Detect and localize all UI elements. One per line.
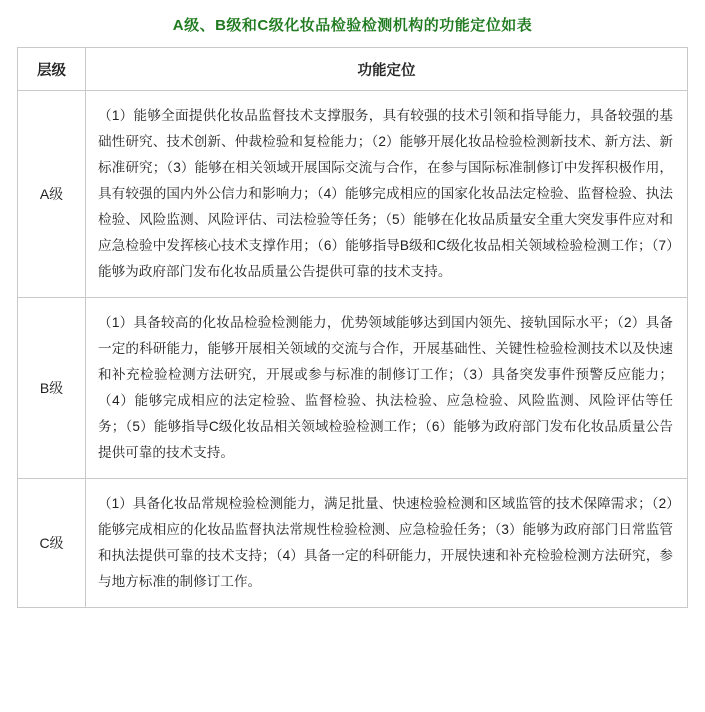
- page-title: A级、B级和C级化妆品检验检测机构的功能定位如表: [172, 17, 533, 34]
- row-level-a: A级: [18, 91, 86, 298]
- table-row: [18, 479, 688, 608]
- function-positioning-table: [17, 47, 688, 608]
- row-function-c: [86, 479, 688, 608]
- table-row: [18, 91, 688, 298]
- table-row: [18, 298, 688, 479]
- row-level-b: B级: [18, 298, 86, 479]
- row-function-a: [86, 91, 688, 298]
- table-header-row: [18, 48, 688, 91]
- table-body: [18, 91, 688, 608]
- row-level-c: C级: [18, 479, 86, 608]
- row-function-c-text: （1）具备化妆品常规检验检测能力，满足批量、快速检验检测和区域监管的技术保障需求；（2）能够完成相应的化妆品监督执法常规性检验检测、应急检验任务；（3）能够为政府部门日常监管和执法提供可靠的技术支持；（4）具备一定的科研能力，开展快速和补充检验检测方法研究，参与地方标准的制修订工作。: [98, 496, 673, 589]
- table-header: [18, 48, 688, 91]
- column-header-level: 层级: [18, 48, 86, 91]
- row-function-a-text: （1）能够全面提供化妆品监督技术支撑服务，具有较强的技术引领和指导能力，具备较强的基础性研究、技术创新、仲裁检验和复检能力；（2）能够开展化妆品检验检测新技术、新方法、新标准研究；（3）能够在相关领域开展国际交流与合作，在参与国际标准制修订中发挥积极作用，具有较强的国内外公信力和影响力；（4）能够完成相应的国家化妆品法定检验、监督检验、执法检验、风险监测、风险评估、司法检验等任务；（5）能够在化妆品质量安全重大突发事件应对和应急检验中发挥核心技术支撑作用；（6）能够指导B级和C级化妆品相关领域检验检测工作；（7）能够为政府部门发布化妆品质量公告提供可靠的技术支持。: [98, 108, 673, 279]
- row-function-b-text: （1）具备较高的化妆品检验检测能力，优势领域能够达到国内领先、接轨国际水平；（2）具备一定的科研能力，能够开展相关领域的交流与合作，开展基础性、关键性检验检测技术以及快速和补充检验检测方法研究，开展或参与标准的制修订工作；（3）具备突发事件预警反应能力；（4）能够完成相应的法定检验、监督检验、执法检验、应急检验、风险监测、风险评估等任务；（5）能够指导C级化妆品相关领域检验检测工作；（6）能够为政府部门发布化妆品质量公告提供可靠的技术支持。: [98, 315, 673, 460]
- column-header-function: 功能定位: [86, 48, 688, 91]
- row-function-b: [86, 298, 688, 479]
